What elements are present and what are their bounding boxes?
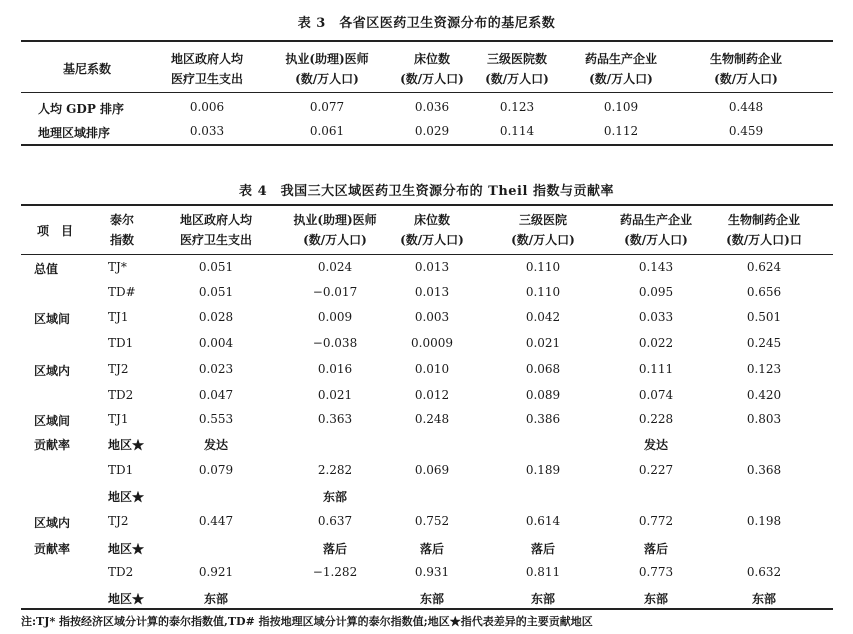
table4-cell: 东部	[530, 592, 556, 606]
table4-header-line2: 医疗卫生支出	[179, 233, 253, 247]
table4-cell: 0.003	[414, 310, 450, 324]
table4-cell: 0.111	[638, 362, 674, 376]
table4-index-cell: TD1	[108, 336, 134, 350]
table4-cell: −0.017	[312, 285, 358, 299]
table4-cell: 0.010	[414, 362, 450, 376]
table4-cell: 0.189	[525, 463, 561, 477]
table4-row-label: 区域间	[34, 414, 71, 428]
table4-cell: 0.248	[414, 412, 450, 426]
table4-cell: 0.198	[746, 514, 782, 528]
table3-row-label: 人均 GDP 排序	[38, 102, 125, 116]
table3-header-line1: 生物制药企业	[709, 52, 783, 66]
table4-index-cell: 地区★	[108, 438, 145, 452]
table4-cell: 0.042	[525, 310, 561, 324]
table4-cell: 0.051	[198, 285, 234, 299]
table3-cell: 0.109	[603, 100, 639, 114]
table4-cell: 0.013	[414, 260, 450, 274]
table4-top-rule	[21, 204, 833, 206]
table4-cell: 0.637	[317, 514, 353, 528]
table4-index-cell: TJ2	[108, 362, 129, 376]
table4-header-line1: 床位数	[413, 213, 451, 227]
table4-index-cell: 地区★	[108, 592, 145, 606]
table4-row-label: 区域内	[34, 516, 71, 530]
table4-cell: 0.012	[414, 388, 450, 402]
table4-cell: 0.110	[525, 260, 561, 274]
table4-corner-index-line1: 泰尔	[110, 213, 135, 227]
table4-cell: 0.016	[317, 362, 353, 376]
table4-cell: 0.931	[414, 565, 450, 579]
table4-cell: 0.921	[198, 565, 234, 579]
table3-header-line2: (数/万人口)	[295, 72, 359, 86]
table4-cell: 落后	[419, 542, 445, 556]
table4-cell: 0.004	[198, 336, 234, 350]
table3-cell: 0.114	[499, 124, 535, 138]
table4-cell: 0.069	[414, 463, 450, 477]
table4-cell: 0.068	[525, 362, 561, 376]
table4-cell: 0.095	[638, 285, 674, 299]
table3-cell: 0.123	[499, 100, 535, 114]
table4-index-cell: TD#	[108, 285, 136, 299]
table4-cell: 落后	[530, 542, 556, 556]
table4-cell: 0.033	[638, 310, 674, 324]
table4-header-line1: 生物制药企业	[727, 213, 801, 227]
table4-cell: 0.021	[525, 336, 561, 350]
table4-cell: 东部	[751, 592, 777, 606]
table4-cell: 0.772	[638, 514, 674, 528]
table4-header-line1: 药品生产企业	[619, 213, 693, 227]
table4-cell: −1.282	[312, 565, 358, 579]
table4-row-label: 区域内	[34, 364, 71, 378]
table4-cell: 0.553	[198, 412, 234, 426]
table4-cell: 东部	[643, 592, 669, 606]
table4-cell: 0.022	[638, 336, 674, 350]
table3-corner: 基尼系数	[62, 62, 112, 76]
table4-cell: 0.024	[317, 260, 353, 274]
table4-note: 注:TJ* 指按经济区域分计算的泰尔指数值,TD# 指按地理区域分计算的泰尔指数值;地区★指代表差异的主要贡献地区	[21, 615, 593, 628]
table3-cell: 0.006	[189, 100, 225, 114]
table4-index-cell: TD2	[108, 565, 134, 579]
table3-cell: 0.459	[728, 124, 764, 138]
table4-header-line1: 地区政府人均	[179, 213, 253, 227]
table4-header-rule	[21, 254, 833, 255]
table4-cell: 0.624	[746, 260, 782, 274]
table4-index-cell: TJ1	[108, 412, 129, 426]
table4-cell: 0.123	[746, 362, 782, 376]
table4-cell: 东部	[322, 490, 348, 504]
table4-cell: 0.228	[638, 412, 674, 426]
table4-header-line1: 执业(助理)医师	[293, 213, 377, 227]
table4-header-line2: (数/万人口)	[511, 233, 575, 247]
table3-top-rule	[21, 40, 833, 42]
table4-cell: 落后	[322, 542, 348, 556]
table4-cell: 0.501	[746, 310, 782, 324]
table3-cell: 0.029	[414, 124, 450, 138]
table4-cell: 0.773	[638, 565, 674, 579]
table4-cell: 0.803	[746, 412, 782, 426]
table4-cell: 0.752	[414, 514, 450, 528]
table3-row-label: 地理区域排序	[38, 126, 111, 140]
table4-index-cell: TJ1	[108, 310, 129, 324]
table4-cell: 0.110	[525, 285, 561, 299]
table4-index-cell: TD2	[108, 388, 134, 402]
table4-cell: 0.079	[198, 463, 234, 477]
table3-cell: 0.061	[309, 124, 345, 138]
table4-header-line2: (数/万人口)	[303, 233, 367, 247]
table3-bottom-rule	[21, 144, 833, 146]
table4-cell: 0.0009	[411, 336, 453, 350]
table3-cell: 0.033	[189, 124, 225, 138]
table4-index-cell: 地区★	[108, 542, 145, 556]
table4-cell: 0.420	[746, 388, 782, 402]
table4-cell: 东部	[419, 592, 445, 606]
table4-cell: 0.614	[525, 514, 561, 528]
table3-header-line1: 执业(助理)医师	[285, 52, 369, 66]
table4-index-cell: TD1	[108, 463, 134, 477]
table4-row-label: 区域间	[34, 312, 71, 326]
table3-header-line2: (数/万人口)	[714, 72, 778, 86]
table4-cell: 0.363	[317, 412, 353, 426]
table4-cell: 0.013	[414, 285, 450, 299]
table3-header-line2: (数/万人口)	[485, 72, 549, 86]
table4-cell: 0.028	[198, 310, 234, 324]
table4-cell: 0.074	[638, 388, 674, 402]
table4-cell: 0.021	[317, 388, 353, 402]
table4-cell: 0.245	[746, 336, 782, 350]
table4-cell: 0.047	[198, 388, 234, 402]
table4-cell: 2.282	[317, 463, 353, 477]
table3-header-line1: 药品生产企业	[584, 52, 658, 66]
table4-index-cell: TJ2	[108, 514, 129, 528]
table4-caption: 表 4 我国三大区域医药卫生资源分布的 Theil 指数与贡献率	[239, 184, 614, 199]
table3-header-rule	[21, 92, 833, 93]
table4-cell: 0.811	[525, 565, 561, 579]
table3-cell: 0.112	[603, 124, 639, 138]
table4-cell: 0.089	[525, 388, 561, 402]
table4-cell: 发达	[203, 438, 229, 452]
table3-caption: 表 3 各省区医药卫生资源分布的基尼系数	[297, 16, 556, 31]
table4-cell: 0.023	[198, 362, 234, 376]
table4-cell: 0.447	[198, 514, 234, 528]
table4-cell: 0.051	[198, 260, 234, 274]
table4-cell: 0.632	[746, 565, 782, 579]
table4-bottom-rule	[21, 608, 833, 610]
table4-cell: −0.038	[312, 336, 358, 350]
table4-header-line1: 三级医院	[518, 213, 568, 227]
table4-header-line2: (数/万人口)口	[726, 233, 802, 247]
table4-cell: 0.143	[638, 260, 674, 274]
table3-header-line2: (数/万人口)	[589, 72, 653, 86]
table4-index-cell: 地区★	[108, 490, 145, 504]
table4-cell: 0.656	[746, 285, 782, 299]
table3-header-line1: 三级医院数	[486, 52, 548, 66]
table4-cell: 0.368	[746, 463, 782, 477]
table4-row-label: 贡献率	[34, 542, 71, 556]
table4-cell: 0.227	[638, 463, 674, 477]
table4-row-label: 总值	[34, 262, 59, 276]
table3-header-line2: (数/万人口)	[400, 72, 464, 86]
table3-header-line2: 医疗卫生支出	[170, 72, 244, 86]
table4-corner-index-line2: 指数	[110, 233, 135, 247]
table4-header-line2: (数/万人口)	[624, 233, 688, 247]
table4-row-label: 贡献率	[34, 438, 71, 452]
table4-index-cell: TJ*	[108, 260, 127, 274]
table3-header-line1: 地区政府人均	[170, 52, 244, 66]
table4-header-line2: (数/万人口)	[400, 233, 464, 247]
table4-cell: 东部	[203, 592, 229, 606]
table3-cell: 0.077	[309, 100, 345, 114]
table4-cell: 0.009	[317, 310, 353, 324]
table3-cell: 0.448	[728, 100, 764, 114]
table3-cell: 0.036	[414, 100, 450, 114]
table4-cell: 0.386	[525, 412, 561, 426]
table4-cell: 发达	[643, 438, 669, 452]
table4-corner-item: 项 目	[36, 224, 74, 238]
table3-header-line1: 床位数	[413, 52, 451, 66]
table4-cell: 落后	[643, 542, 669, 556]
